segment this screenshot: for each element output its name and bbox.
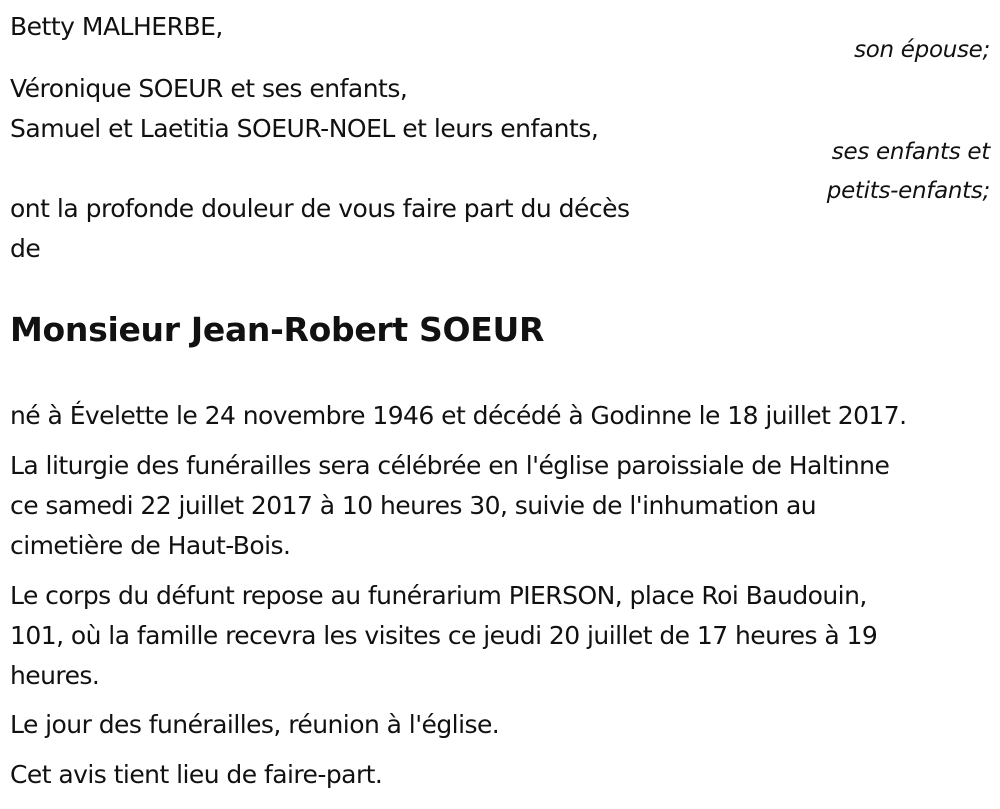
children-line-1: Véronique SOEUR et ses enfants, [10,74,408,103]
notice-line: Cet avis tient lieu de faire-part. [10,760,383,789]
liturgy-line-3: cimetière de Haut-Bois. [10,531,291,560]
visitation-line-2: 101, où la famille recevra les visites ce jeudi 20 juillet de 17 heures à 19 [10,621,878,650]
children-role-line-1: ses enfants et [831,139,990,165]
deceased-name: Monsieur Jean-Robert SOEUR [10,310,545,349]
liturgy-paragraph [10,446,995,566]
liturgy-line-2: ce samedi 22 juillet 2017 à 10 heures 30, suivie de l'inhumation au [10,491,817,520]
children-line-2: Samuel et Laetitia SOEUR-NOEL et leurs enfants, [10,114,599,143]
announce-line-1: ont la profonde douleur de vous faire part du décès [10,194,630,223]
birth-death-paragraph [10,396,995,436]
children-role-line-2: petits-enfants; [826,178,990,204]
birth-death-line: né à Évelette le 24 novembre 1946 et décédé à Godinne le 18 juillet 2017. [10,401,907,430]
spouse-role: son épouse; [854,37,990,63]
notice-paragraph [10,755,995,795]
visitation-line-3: heures. [10,661,100,690]
meeting-paragraph [10,705,995,745]
meeting-line: Le jour des funérailles, réunion à l'église. [10,710,500,739]
visitation-line-1: Le corps du défunt repose au funérarium PIERSON, place Roi Baudouin, [10,581,867,610]
spouse-name: Betty MALHERBE, [10,12,223,41]
announce-line-2: de [10,234,41,263]
liturgy-line-1: La liturgie des funérailles sera célébrée en l'église paroissiale de Haltinne [10,451,890,480]
visitation-paragraph [10,576,995,696]
